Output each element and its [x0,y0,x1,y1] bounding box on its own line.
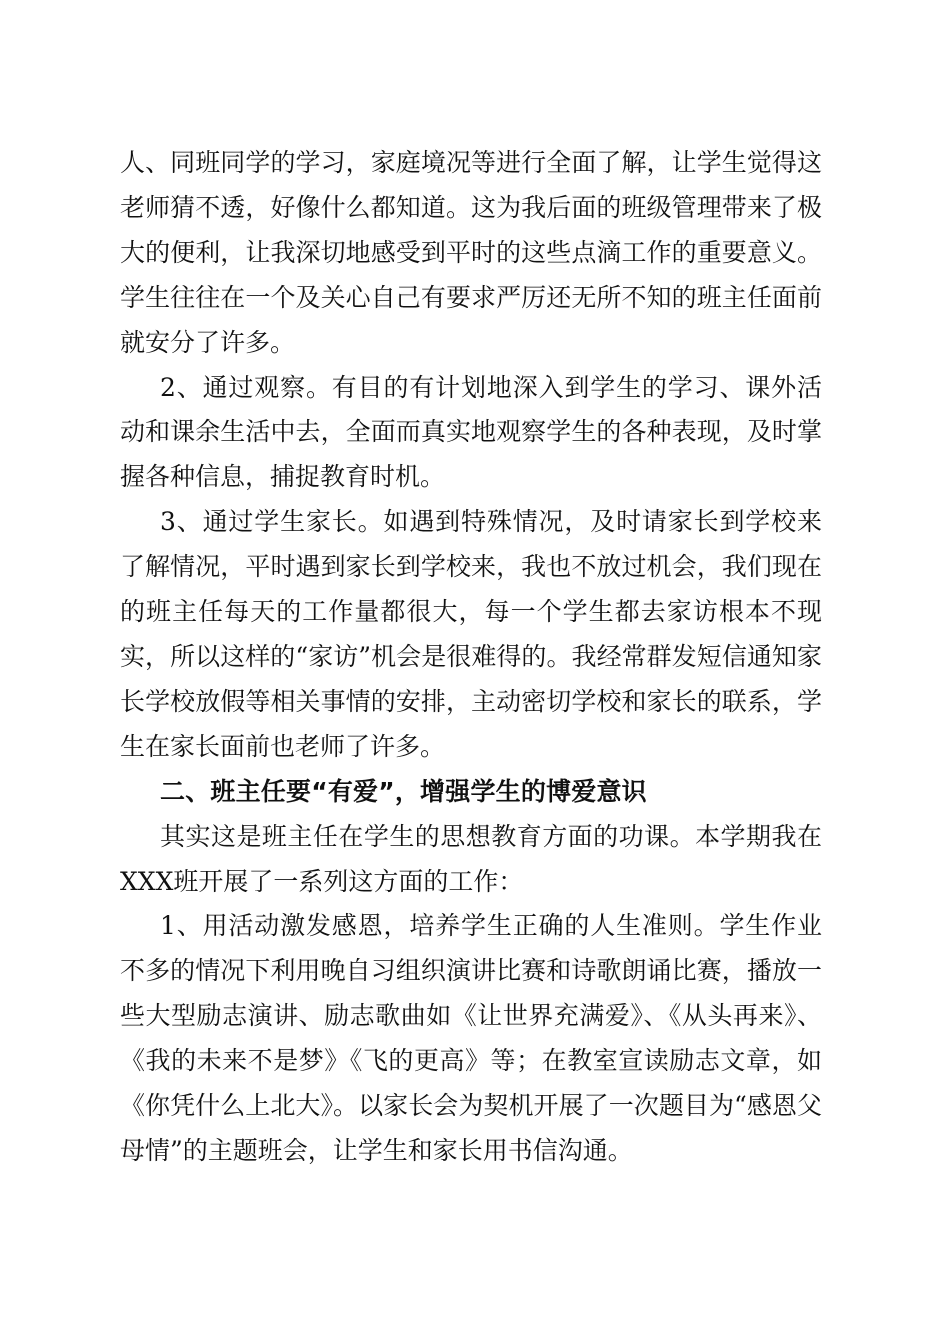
paragraph-observation: 2、通过观察。有目的有计划地深入到学生的学习、课外活动和课余生活中去，全面而真实地观察学生的各种表现，及时掌握各种信息，捕捉教育时机。 [120,372,822,492]
section-heading: 二、班主任要“有爱”，增强学生的博爱意识 [160,776,647,806]
document-body [120,141,822,1174]
paragraph-activities: 1、用活动激发感恩，培养学生正确的人生准则。学生作业不多的情况下利用晚自习组织演讲比赛和诗歌朗诵比赛，播放一些大型励志演讲、励志歌曲如《让世界充满爱》、《从头再来》、《我的未来不是梦》《飞的更高》等；在教室宣读励志文章，如《你凭什么上北大》。以家长会为契机开展了一次题目为“感恩父母情”的主题班会，让学生和家长用书信沟通。 [120,911,822,1165]
paragraph-parents: 3、通过学生家长。如遇到特殊情况，及时请家长到学校来了解情况，平时遇到家长到学校来，我也不放过机会，我们现在的班主任每天的工作量都很大，每一个学生都去家访根本不现实，所以这样的“家访”机会是很难得的。我经常群发短信通知家长学校放假等相关事情的安排，主动密切学校和家长的联系，学生在家长面前也老师了许多。 [120,507,822,761]
paragraph-intro: 其实这是班主任在学生的思想教育方面的功课。本学期我在XXX班开展了一系列这方面的工作： [120,821,822,896]
paragraph-continuation: 人、同班同学的学习，家庭境况等进行全面了解，让学生觉得这老师猜不透，好像什么都知道。这为我后面的班级管理带来了极大的便利，让我深切地感受到平时的这些点滴工作的重要意义。学生往往在一个及关心自己有要求严厉还无所不知的班主任面前就安分了许多。 [120,148,822,357]
